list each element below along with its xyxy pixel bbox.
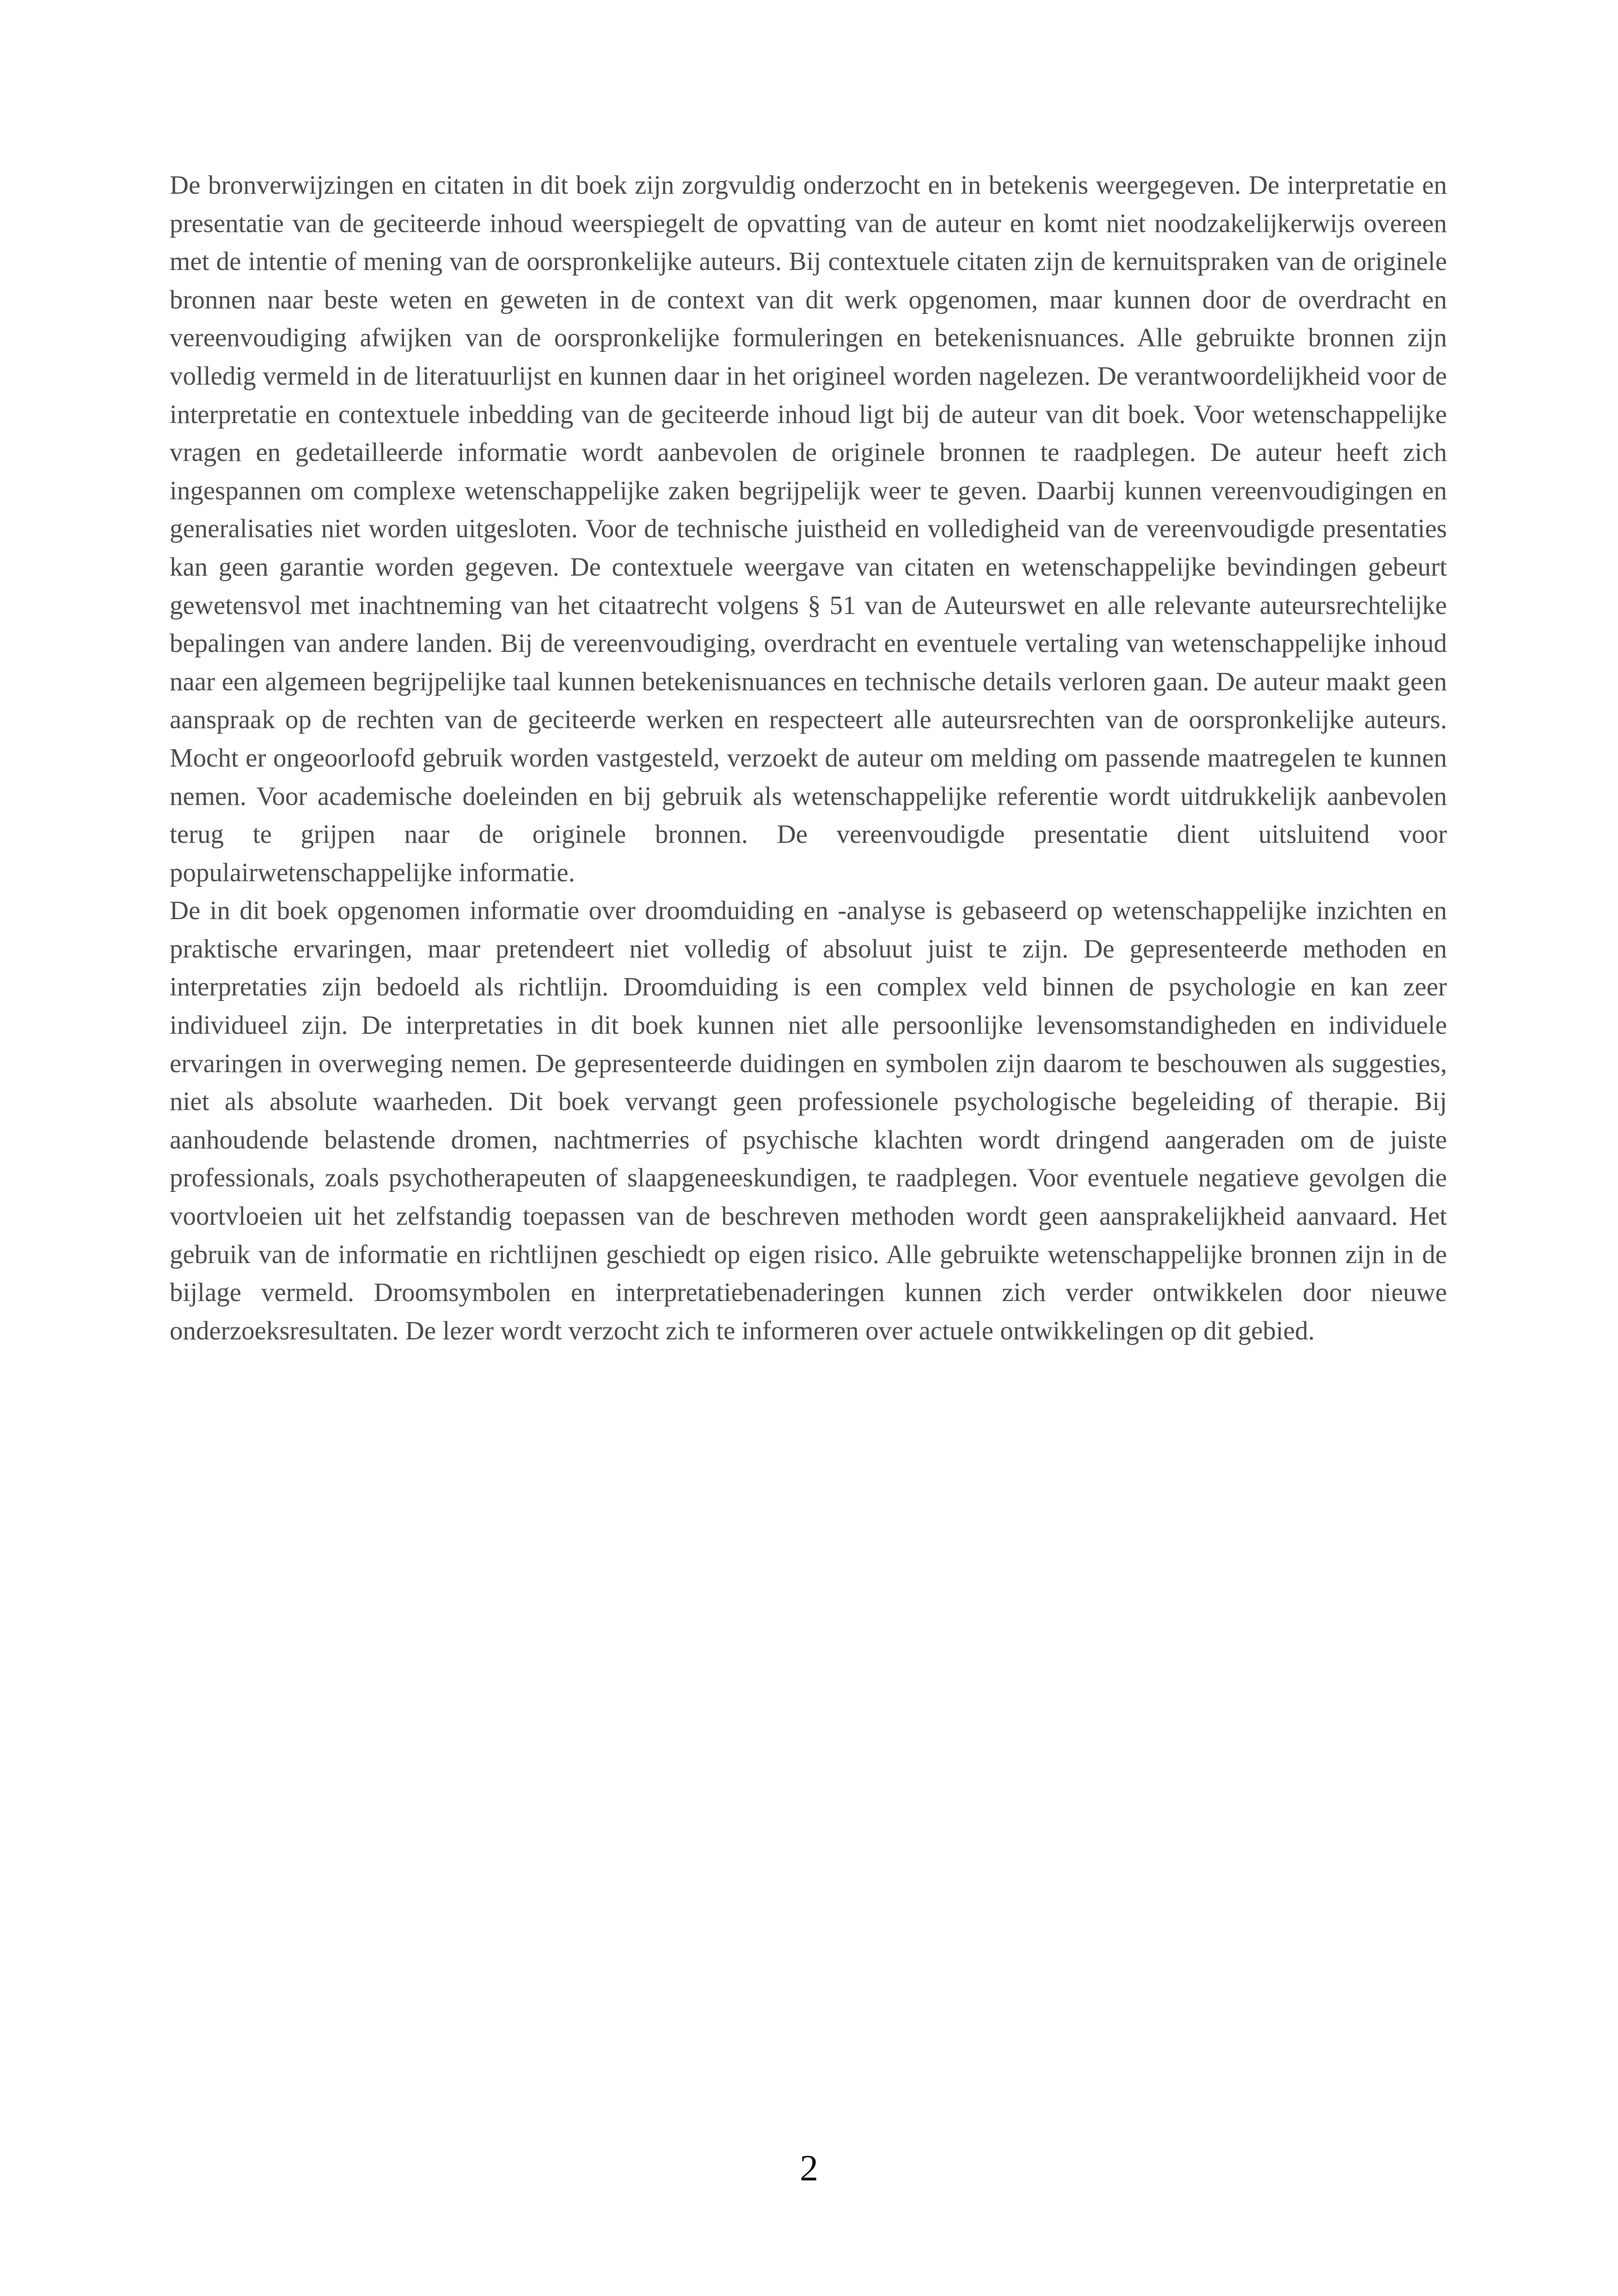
- disclaimer-paragraph-dream-interpretation: De in dit boek opgenomen informatie over droomduiding en -analyse is gebaseerd op wetenschappelijke inzichten en praktische ervaringen, maar pretendeert niet volledig of absoluut juist te zijn. De gepresenteerde methoden en interpretaties zijn bedoeld als richtlijn. Droomduiding is een complex veld binnen de psychologie en kan zeer individueel zijn. De interpretaties in dit boek kunnen niet alle persoonlijke levensomstandigheden en individuele ervaringen in overweging nemen. De gepresenteerde duidingen en symbolen zijn daarom te beschouwen als suggesties, niet als absolute waarheden. Dit boek vervangt geen professionele psychologische begeleiding of therapie. Bij aanhoudende belastende dromen, nachtmerries of psychische klachten wordt dringend aangeraden om de juiste professionals, zoals psychotherapeuten of slaapgeneeskundigen, te raadplegen. Voor eventuele negatieve gevolgen die voortvloeien uit het zelfstandig toepassen van de beschreven methoden wordt geen aansprakelijkheid aanvaard. Het gebruik van de informatie en richtlijnen geschiedt op eigen risico. Alle gebruikte wetenschappelijke bronnen zijn in de bijlage vermeld. Droomsymbolen en interpretatiebenaderingen kunnen zich verder ontwikkelen door nieuwe onderzoeksresultaten. De lezer wordt verzocht zich te informeren over actuele ontwikkelingen op dit gebied.: [170, 896, 1447, 1345]
- disclaimer-paragraph-sources: De bronverwijzingen en citaten in dit boek zijn zorgvuldig onderzocht en in betekenis weergegeven. De interpretatie en presentatie van de geciteerde inhoud weerspiegelt de opvatting van de auteur en komt niet noodzakelijkerwijs overeen met de intentie of mening van de oorspronkelijke auteurs. Bij contextuele citaten zijn de kernuitspraken van de originele bronnen naar beste weten en geweten in de context van dit werk opgenomen, maar kunnen door de overdracht en vereenvoudiging afwijken van de oorspronkelijke formuleringen en betekenisnuances. Alle gebruikte bronnen zijn volledig vermeld in de literatuurlijst en kunnen daar in het origineel worden nagelezen. De verantwoordelijkheid voor de interpretatie en contextuele inbedding van de geciteerde inhoud ligt bij de auteur van dit boek. Voor wetenschappelijke vragen en gedetailleerde informatie wordt aanbevolen de originele bronnen te raadplegen. De auteur heeft zich ingespannen om complexe wetenschappelijke zaken begrijpelijk weer te geven. Daarbij kunnen vereenvoudigingen en generalisaties niet worden uitgesloten. Voor de technische juistheid en volledigheid van de vereenvoudigde presentaties kan geen garantie worden gegeven. De contextuele weergave van citaten en wetenschappelijke bevindingen gebeurt gewetensvol met inachtneming van het citaatrecht volgens § 51 van de Auteurswet en alle relevante auteursrechtelijke bepalingen van andere landen. Bij de vereenvoudiging, overdracht en eventuele vertaling van wetenschappelijke inhoud naar een algemeen begrijpelijke taal kunnen betekenisnuances en technische details verloren gaan. De auteur maakt geen aanspraak op de rechten van de geciteerde werken en respecteert alle auteursrechten van de oorspronkelijke auteurs. Mocht er ongeoorloofd gebruik worden vastgesteld, verzoekt de auteur om melding om passende maatregelen te kunnen nemen. Voor academische doeleinden en bij gebruik als wetenschappelijke referentie wordt uitdrukkelijk aanbevolen terug te grijpen naar de originele bronnen. De vereenvoudigde presentatie dient uitsluitend voor populairwetenschappelijke informatie.: [170, 171, 1447, 887]
- page-number: 2: [800, 2148, 818, 2189]
- body-text: [170, 166, 1447, 1350]
